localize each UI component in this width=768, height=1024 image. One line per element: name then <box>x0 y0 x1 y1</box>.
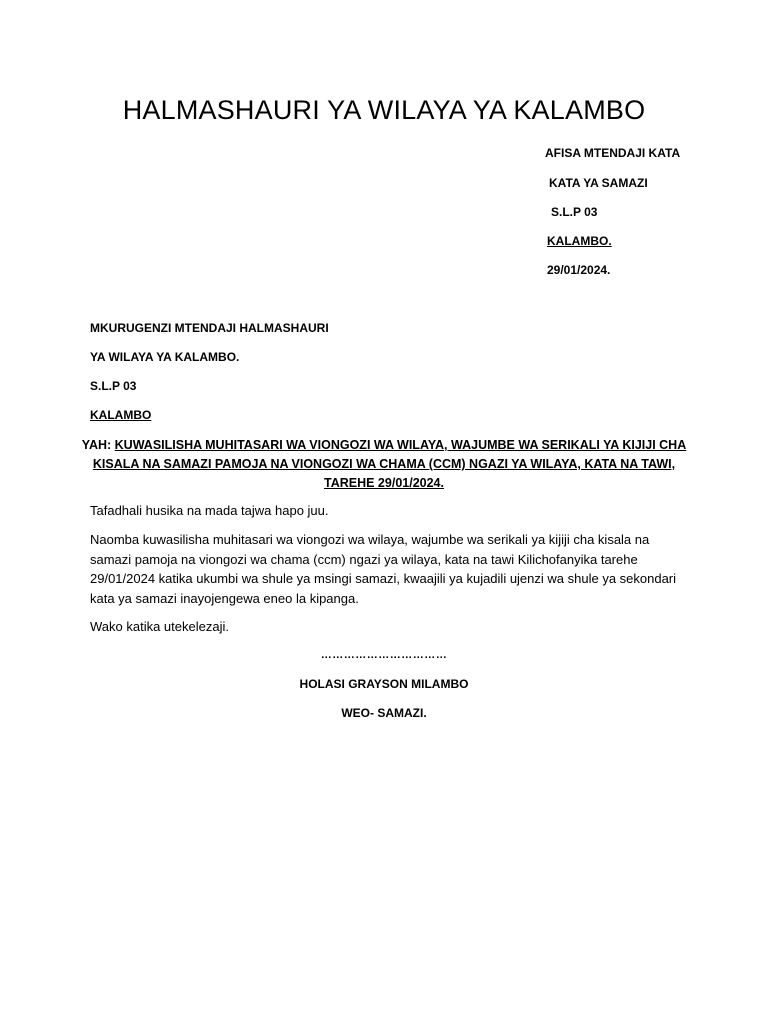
subject-text-part2: WA SERIKALI YA KIJIJI CHA KISALA NA SAMAZI PAMOJA NA VIONGOZI WA CHAMA (CCM) NGAZI YA WILAYA, KATA NA TAWI, TAREHE 29/01/2024. <box>92 438 687 490</box>
signature-line: …………………………… <box>320 649 448 661</box>
signatory-name: HOLASI GRAYSON MILAMBO <box>299 677 469 691</box>
sender-ward: KATA YA SAMAZI <box>549 176 648 190</box>
recipient-office: MKURUGENZI MTENDAJI HALMASHAURI <box>90 321 329 335</box>
sender-po-box: S.L.P 03 <box>551 205 598 219</box>
sender-office: AFISA MTENDAJI KATA <box>545 146 681 160</box>
recipient-district: YA WILAYA YA KALAMBO. <box>90 350 240 364</box>
recipient-po-box: S.L.P 03 <box>90 379 137 393</box>
main-paragraph: Naomba kuwasilisha muhitasari wa viongozi wa wilaya, wajumbe wa serikali ya kijiji cha kisala na samazi pamoja na viongozi wa chama (ccm) ngazi ya wilaya, kata na tawi Kilichofanyika tarehe 29/01/2024 katika ukumbi wa shule ya msingi samazi, kwaajili ya kujadili ujenzi wa shule ya sekondari kata ya samazi inayojengewa eneo la kipanga. <box>90 532 677 606</box>
sender-town: KALAMBO. <box>547 234 612 248</box>
subject-text-part1: KUWASILISHA MUHITASARI WA VIONGOZI WA WILAYA, WAJUMBE <box>114 438 515 452</box>
letter-date: 29/01/2024. <box>547 263 611 277</box>
greeting-paragraph: Tafadhali husika na mada tajwa hapo juu. <box>90 503 329 518</box>
recipient-town: KALAMBO <box>90 408 152 422</box>
subject-prefix: YAH: <box>81 438 115 452</box>
signatory-title: WEO- SAMAZI. <box>341 706 427 720</box>
document-title: HALMASHAURI YA WILAYA YA KALAMBO <box>122 95 646 125</box>
closing-paragraph: Wako katika utekelezaji. <box>90 619 229 634</box>
subject-line <box>80 436 688 493</box>
